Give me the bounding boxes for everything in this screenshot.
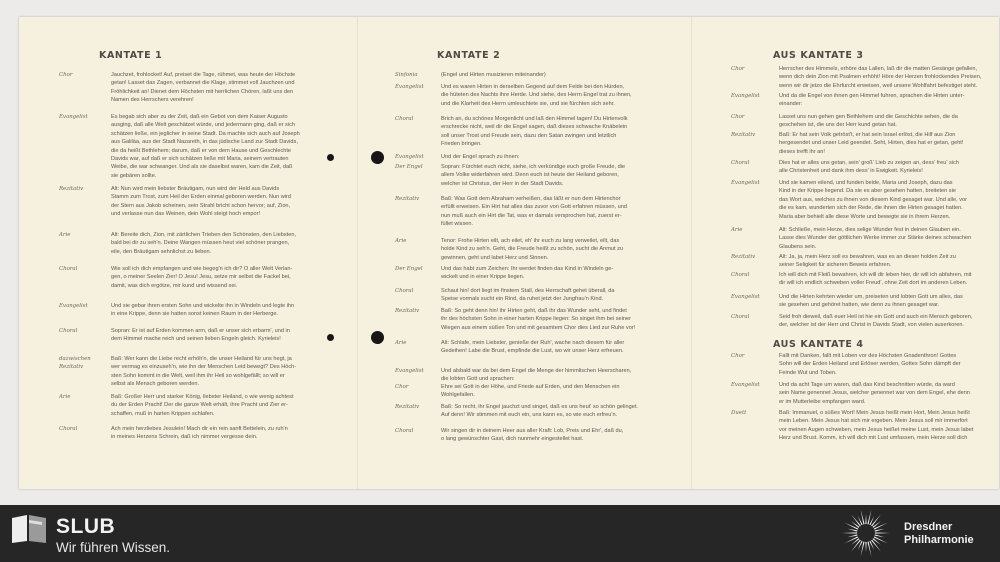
libretto-line: sein Name genennet Jesus, welcher genennet war von dem Engel, ehe denn: [779, 390, 970, 397]
libretto-line: Und sie gebar ihren ersten Sohn und wickelte ihn in Windeln und legte ihn: [111, 303, 295, 309]
libretto-text: [441, 195, 627, 229]
voice-label: Evangelist: [395, 368, 424, 374]
voice-label: Rezitativ: [731, 132, 756, 138]
libretto-text: [111, 302, 294, 319]
libretto-text: [441, 307, 635, 332]
libretto-line: Dies hat er alles uns getan, sein' groß' Lieb zu zeigen an, dess' freu' sich: [779, 160, 959, 166]
libretto-line: Brich an, du schönes Morgenlicht und laß den Himmel tagen! Du Hirtenvolk: [441, 116, 628, 122]
voice-label: Arie: [59, 394, 71, 400]
libretto-line: die es kam, wunderten sich der Rede, die ihnen die Hirten gesaget hatten.: [779, 205, 963, 212]
fold-line-left: [357, 17, 358, 489]
libretto-line: der Stern aus Jakob scheinen, sein Strahl bricht schon hervor; auf, Zion,: [111, 202, 291, 209]
libretto-line: damit, was dich ergötze, mir kund und wissend sei.: [111, 282, 238, 289]
libretto-line: o lang gewünschter Gast, dich nunmehr eingestellet hast.: [441, 436, 584, 443]
voice-label: Choral: [395, 428, 414, 434]
libretto-line: Alt: Ja, ja, mein Herz soll es bewahren, was es an dieser holden Zeit zu: [779, 254, 956, 260]
libretto-line: Maria aber behielt alle diese Worte und bewegte sie in ihrem Herzen.: [779, 213, 951, 220]
libretto-text: [441, 237, 623, 262]
philharmonie-line-2: Philharmonie: [904, 534, 974, 546]
libretto-line: soll unser Trost und Freude sein, dazu den Satan zwingen und letztlich: [441, 132, 617, 139]
voice-label: Arie: [395, 340, 407, 346]
libretto-line: nun muß auch ein Hirt die Tat, was er damals versprochen hat, zuerst er-: [441, 212, 622, 219]
voice-label: Sinfonia: [395, 72, 418, 78]
libretto-line: das Wort aus, welches zu ihnen von diesem Kind gesaget war. Und alle, vor: [779, 196, 968, 203]
fold-line-right: [691, 17, 692, 489]
libretto-line: Kind in der Krippe liegend. Da sie es aber gesehen hatten, breiteten sie: [779, 188, 956, 195]
libretto-line: in meines Herzens Schrein, daß ich nimmer vergesse dein.: [111, 434, 258, 441]
libretto-text: [779, 381, 970, 406]
libretto-line: wenn dich dein Zion mit Psalmen erhöht! Höre der Herzen frohlockendes Preisen,: [779, 74, 982, 81]
voice-label: Evangelist: [395, 154, 424, 160]
libretto-text: [111, 185, 291, 219]
voice-label: Duett: [731, 410, 747, 416]
cantata-title: KANTATE 1: [99, 50, 163, 61]
libretto-text: [779, 113, 958, 130]
libretto-text: [779, 352, 961, 377]
libretto-line: Weibe, die war schwanger. Und als sie daselbst waren, kam die Zeit, daß: [111, 164, 293, 171]
libretto-line: holde Kind zu seh'n. Geht, die Freude heißt zu schön, sucht die Anmut zu: [441, 246, 624, 253]
punch-hole: [371, 331, 384, 344]
libretto-line: selbst als Mensch geboren werden.: [111, 381, 199, 388]
libretto-text: [441, 403, 638, 420]
punch-hole: [327, 334, 334, 341]
libretto-text: [441, 367, 631, 384]
voice-label: dazwischen Rezitativ: [59, 356, 91, 371]
libretto-line: Lasse dies Wunder der göttlichen Werke immer zur Stärke deines schwachen: [779, 235, 972, 242]
libretto-line: sie gebären sollte.: [111, 172, 157, 179]
voice-label: Rezitativ: [59, 186, 84, 192]
libretto-line: sten Sohn kommt in die Welt, weil ihm ihr Heil so wohlgefällt; so will er: [111, 372, 285, 379]
voice-label: Choral: [59, 266, 78, 272]
libretto-line: Stamm zum Trost, zum Heil der Erden einmal geboren werden. Nun wird: [111, 194, 292, 201]
libretto-text: [779, 409, 973, 443]
voice-label: Chor: [731, 114, 745, 120]
libretto-line: und die Klarheit des Herrn umleuchtete sie, und sie fürchten sich sehr.: [441, 100, 615, 107]
voice-label: Evangelist: [395, 84, 424, 90]
libretto-line: mein Leben. Mein Jesus hat sich mir ergeben. Mein Jesus soll mir immerfort: [779, 418, 968, 425]
libretto-line: Wie soll ich dich empfangen und wie begeg'n ich dir? O aller Welt Verlan-: [111, 266, 293, 272]
libretto-text: [779, 293, 963, 310]
libretto-line: getan! Lasset das Zagen, verbannet die Klage, stimmet voll Jauchzen und: [111, 80, 295, 87]
libretto-text: [779, 159, 959, 176]
libretto-line: und verlasse nun das Weinen, dein Wohl steigt hoch empor!: [111, 211, 261, 218]
libretto-line: Davids war, auf daß er sich schätzen ließe mit Maria, seinem vertrauten: [111, 156, 289, 163]
libretto-text: [441, 265, 613, 282]
libretto-line: die hüteten des Nachts ihre Herde. Und siehe, des Herrn Engel trat zu ihnen,: [441, 92, 632, 99]
libretto-line: Baß: So geht denn hin! ihr Hirten geht, daß ihr das Wunder seht, und findet: [441, 308, 627, 314]
voice-label: Choral: [59, 426, 78, 432]
libretto-text: [441, 427, 623, 444]
libretto-line: Und der Engel sprach zu ihnen:: [441, 154, 520, 160]
libretto-text: [779, 92, 964, 109]
voice-label: Rezitativ: [731, 254, 756, 260]
voice-label: Chor: [59, 72, 73, 78]
voice-label: Evangelist: [59, 303, 88, 309]
libretto-line: Alt: Schließe, mein Herze, dies selige Wunder fest in deinen Glauben ein.: [779, 227, 961, 233]
libretto-line: Namen des Herrschers verehren!: [111, 97, 194, 104]
punch-hole: [327, 154, 334, 161]
voice-label: Rezitativ: [395, 308, 420, 314]
slub-tagline: Wir führen Wissen.: [56, 540, 171, 555]
slub-book-icon: [10, 514, 48, 544]
libretto-line: einander:: [779, 101, 803, 108]
libretto-line: Wohlgefallen.: [441, 392, 475, 399]
libretto-line: Baß: So recht, ihr Engel jauchzt und singet, daß es uns heut' so schön gelinget.: [441, 404, 638, 410]
voice-label: Choral: [395, 288, 414, 294]
libretto-line: Es begab sich aber zu der Zeit, daß ein Gebot von dem Kaiser Augusto: [111, 114, 288, 120]
libretto-line: erfüllt erweisen. Ein Hirt hat alles das zuvor von Gott erfahren müssen, und: [441, 204, 627, 211]
libretto-line: Und da acht Tage um waren, daß das Kind beschnitten würde, da ward: [779, 382, 955, 388]
libretto-text: [441, 83, 632, 108]
libretto-text: [441, 153, 519, 161]
libretto-line: Herrscher des Himmels, erhöre das Lallen, laß dir die matten Gesänge gefallen,: [779, 66, 978, 72]
libretto-line: füllet wissen.: [441, 221, 474, 228]
libretto-text: [111, 425, 288, 442]
punch-hole: [371, 151, 384, 164]
libretto-line: vor meinen Augen schweben, mein Jesus heißet meine Lust, mein Jesus labet: [779, 426, 974, 433]
libretto-line: die da heißt Bethlehem; darum, daß er von dem Hause und Geschlechte: [111, 147, 292, 154]
libretto-text: [779, 226, 971, 251]
libretto-text: [111, 393, 294, 418]
libretto-text: [779, 179, 967, 221]
voice-label: Arie: [59, 232, 71, 238]
libretto-line: Baß: Großer Herr und starker König, liebster Heiland, o wie wenig achtest: [111, 394, 294, 400]
philharmonie-logo-text: [904, 521, 974, 547]
libretto-line: schätzen ließe, ein jeglicher in seine Stadt. Da machte sich auch auf Joseph: [111, 130, 300, 137]
libretto-line: bald bei dir zu seh'n. Deine Wangen müssen heut viel schöner prangen,: [111, 240, 290, 247]
libretto-line: Jauchzet, frohlocket! Auf, preiset die Tage, rühmet, was heute der Höchste: [111, 72, 296, 78]
libretto-text: [111, 327, 290, 344]
libretto-line: Fallt mit Danken, fallt mit Loben vor des Höchsten Gnadenthron! Gottes: [779, 353, 957, 359]
libretto-text: [441, 71, 546, 79]
libretto-line: wer vermag es einzuseh'n, wie ihn der Menschen Leid bewegt? Des Höch-: [111, 364, 297, 371]
libretto-line: Glaubens sein.: [779, 243, 817, 250]
libretto-line: gen, o meiner Seelen Zier! O Jesu! Jesu, setze mir selbst die Fackel bei,: [111, 274, 291, 281]
libretto-line: dem Himmel mache reich und seinen lieben Engeln gleich. Kyrieleis!: [111, 336, 281, 343]
libretto-line: Sopran: Fürchtet euch nicht, siehe, ich verkündige euch große Freude, die: [441, 164, 626, 170]
libretto-line: Ach mein herzliebes Jesulein! Mach dir ein rein sanft Bettelein, zu ruh'n: [111, 426, 288, 432]
libretto-line: der, welcher ist der Herr und Christ in Davids Stadt, von vielen auserkoren.: [779, 322, 964, 329]
libretto-line: ausging, daß alle Welt geschätzet würde, und jedermann ging, daß er sich: [111, 122, 295, 129]
libretto-line: du der Erden Pracht! Der die ganze Welt erhält, ihre Pracht und Zier er-: [111, 402, 288, 409]
libretto-text: [111, 113, 300, 180]
libretto-line: allem Volke widerfahren wird. Denn euch ist heute der Heiland geboren,: [441, 172, 619, 179]
voice-label: Choral: [59, 328, 78, 334]
libretto-text: [111, 265, 292, 290]
voice-label: Choral: [731, 272, 750, 278]
libretto-line: dieses trefft ihr an!: [779, 148, 825, 155]
libretto-line: Und die Hirten kehrten wieder um, preiseten und lobten Gott um alles, das: [779, 294, 963, 300]
voice-label: Chor: [731, 353, 745, 359]
libretto-text: [441, 383, 620, 400]
libretto-line: Sopran: Er ist auf Erden kommen arm, daß er unser sich erbarm', und in: [111, 328, 290, 334]
voice-label: Der Engel: [395, 164, 423, 170]
libretto-line: Alt: Bereite dich, Zion, mit zärtlichen Trieben den Schönsten, den Liebsten,: [111, 232, 297, 238]
voice-label: Chor: [731, 66, 745, 72]
libretto-line: dir will ich endlich schweben voller Freud', ohne Zeit dort im anderen Leben.: [779, 280, 968, 287]
libretto-line: Lasset uns nun gehen gen Bethlehem und die Geschichte sehen, die da: [779, 114, 958, 120]
voice-label: Der Engel: [395, 266, 423, 272]
voice-label: Choral: [731, 314, 750, 320]
libretto-line: ihr des höchsten Sohn in einer harten Krippe liegen: So singet ihm bei seiner: [441, 316, 631, 323]
libretto-line: Alt: Nun wird mein liebster Bräutigam, nun wird der Held aus Davids: [111, 186, 280, 192]
libretto-line: Baß: Wer kann die Liebe recht erhöh'n, die unser Heiland für uns hegt, ja: [111, 356, 292, 362]
concert-program-page: [19, 17, 999, 489]
libretto-line: geschehen ist, die uns der Herr kund getan hat.: [779, 122, 897, 129]
voice-label: Evangelist: [731, 294, 760, 300]
libretto-line: wickelt und in einer Krippe liegen.: [441, 274, 525, 281]
voice-label: Choral: [731, 160, 750, 166]
libretto-line: Fröhlichkeit an! Dienet dem Höchsten mit herrlichen Chören, laßt uns den: [111, 88, 294, 95]
libretto-line: Und alsbald war da bei dem Engel die Menge der himmlischen Heerscharen,: [441, 368, 632, 374]
libretto-line: Alt: Schlafe, mein Liebster, genieße der Ruh', wache nach diesem für aller: [441, 340, 625, 346]
libretto-line: Seid froh dieweil, daß euer Heil ist hie ein Gott und auch ein Mensch geboren,: [779, 314, 973, 320]
slub-logo-text: SLUB: [56, 515, 116, 538]
voice-label: Rezitativ: [395, 196, 420, 202]
libretto-text: [779, 313, 972, 330]
libretto-line: seiner Seligkeit für sicheren Beweis erfahren.: [779, 262, 892, 269]
libretto-line: Gedeihen! Labe die Brust, empfinde die Lust, wo wir unser Herz erfreuen.: [441, 348, 624, 355]
libretto-line: Herz und Brust. Komm, ich will dich mit Lust umfassen, mein Herze soll dich: [779, 435, 968, 442]
libretto-text: [779, 253, 956, 270]
libretto-text: [111, 71, 295, 105]
libretto-line: Feinde Wut und Toben.: [779, 369, 837, 376]
cantata-title: KANTATE 2: [437, 50, 501, 61]
libretto-line: eile, den Bräutigam sehnlichst zu lieben.: [111, 248, 212, 255]
cantata-title: AUS KANTATE 4: [773, 339, 864, 350]
libretto-line: Sohn will der Erden Heiland und Erlöser werden, Gottes Sohn dämpft der: [779, 361, 961, 368]
libretto-line: Ehre sei Gott in der Höhe, und Friede auf Erden, und den Menschen ein: [441, 384, 620, 390]
libretto-text: [779, 131, 963, 156]
libretto-line: Speise vormals sucht ein Rind, da ruhet jetzt der Jungfrau'n Kind.: [441, 296, 604, 303]
libretto-text: [441, 115, 628, 149]
libretto-line: Schaut hin! dort liegt im finstern Stall, des Herrschaft gehet überall, da: [441, 288, 615, 294]
voice-label: Evangelist: [731, 382, 760, 388]
libretto-line: Wir singen dir in deinem Heer aus aller Kraft: Lob, Preis und Ehr', daß du,: [441, 428, 624, 434]
voice-label: Evangelist: [731, 180, 760, 186]
libretto-line: Und es waren Hirten in derselben Gegend auf dem Felde bei den Hürden,: [441, 84, 625, 90]
voice-label: Chor: [395, 384, 409, 390]
voice-label: Choral: [395, 116, 414, 122]
libretto-line: Ich will dich mit Fleiß bewahren, ich will dir leben hier, dir will ich abfahren, mit: [779, 272, 972, 278]
libretto-line: Und sie kamen eilend, und funden beide, Maria und Joseph, dazu das: [779, 180, 953, 186]
libretto-line: sie gesehen und gehöret hatten, wie denn zu ihnen gesaget war.: [779, 302, 940, 309]
libretto-text: [111, 231, 296, 256]
libretto-line: erschrecke nicht, weil dir die Engel sagen, daß dieses schwache Knäbelein: [441, 124, 628, 131]
voice-label: Arie: [395, 238, 407, 244]
libretto-line: Und da die Engel von ihnen gen Himmel fuhren, sprachen die Hirten unter-: [779, 93, 965, 99]
libretto-text: [111, 355, 296, 389]
voice-label: Rezitativ: [395, 404, 420, 410]
libretto-line: gewinnen, geht und labet Herz und Sinnen.: [441, 254, 549, 261]
libretto-line: alle Christenheit und dank ihm dess' in Ewigkeit. Kyrieleis!: [779, 168, 923, 175]
libretto-line: hergesendet und unser Leid geendet. Seht, Hirten, dies hat er getan, geht!: [779, 140, 964, 147]
libretto-line: Tenor: Frohe Hirten eilt, ach eilet, eh' ihr euch zu lang verweilet, eilt, das: [441, 238, 620, 244]
voice-label: Arie: [731, 227, 743, 233]
libretto-line: aus Galiläa, aus der Stadt Nazareth, in das jüdische Land zur Stadt Davids,: [111, 139, 298, 146]
libretto-line: er im Mutterleibe empfangen ward.: [779, 398, 866, 405]
libretto-text: [441, 339, 624, 356]
libretto-line: Und das habt zum Zeichen: Ihr werdet finden das Kind in Windeln ge-: [441, 266, 614, 272]
libretto-line: Frieden bringen.: [441, 141, 482, 148]
libretto-line: welcher ist Christus, der Herr in der Stadt Davids.: [441, 180, 564, 187]
libretto-line: (Engel und Hirten musizieren miteinander): [441, 72, 546, 78]
libretto-line: Baß: Was Gott dem Abraham verheißen, das läßt er nun dem Hirtenchor: [441, 196, 621, 202]
libretto-line: in eine Krippe, denn sie hatten sonst keinen Raum in der Herberge.: [111, 311, 278, 318]
libretto-line: Baß: Immanuel, o süßes Wort! Mein Jesus heißt mein Hort, Mein Jesus heißt: [779, 410, 970, 416]
cantata-title: AUS KANTATE 3: [773, 50, 864, 61]
philharmonie-line-1: Dresdner: [904, 521, 953, 533]
libretto-line: wenn wir dir jetzo die Ehrfurcht erweisen, weil unsere Wohlfahrt befestiget steht.: [779, 82, 978, 89]
voice-label: Evangelist: [731, 93, 760, 99]
libretto-line: schaffen, muß in harten Krippen schlafen.: [111, 410, 215, 417]
libretto-text: [441, 287, 615, 304]
libretto-line: Auf denn! Wir stimmen mit euch ein, uns kann es, so wie euch erfreu'n.: [441, 412, 618, 419]
libretto-text: [779, 271, 971, 288]
libretto-text: [779, 65, 981, 90]
libretto-line: Wiegen aus einem süßen Ton und mit gesamtem Chor dies Lied zur Ruhe vor!: [441, 324, 636, 331]
libretto-text: [441, 163, 625, 188]
libretto-line: Baß: Er hat sein Volk getröst't, er hat sein Israel erlöst, die Hilf aus Zion: [779, 132, 956, 138]
libretto-line: die lobten Gott und sprachen:: [441, 376, 515, 383]
voice-label: Evangelist: [59, 114, 88, 120]
philharmonie-sunburst-icon: [838, 507, 894, 559]
